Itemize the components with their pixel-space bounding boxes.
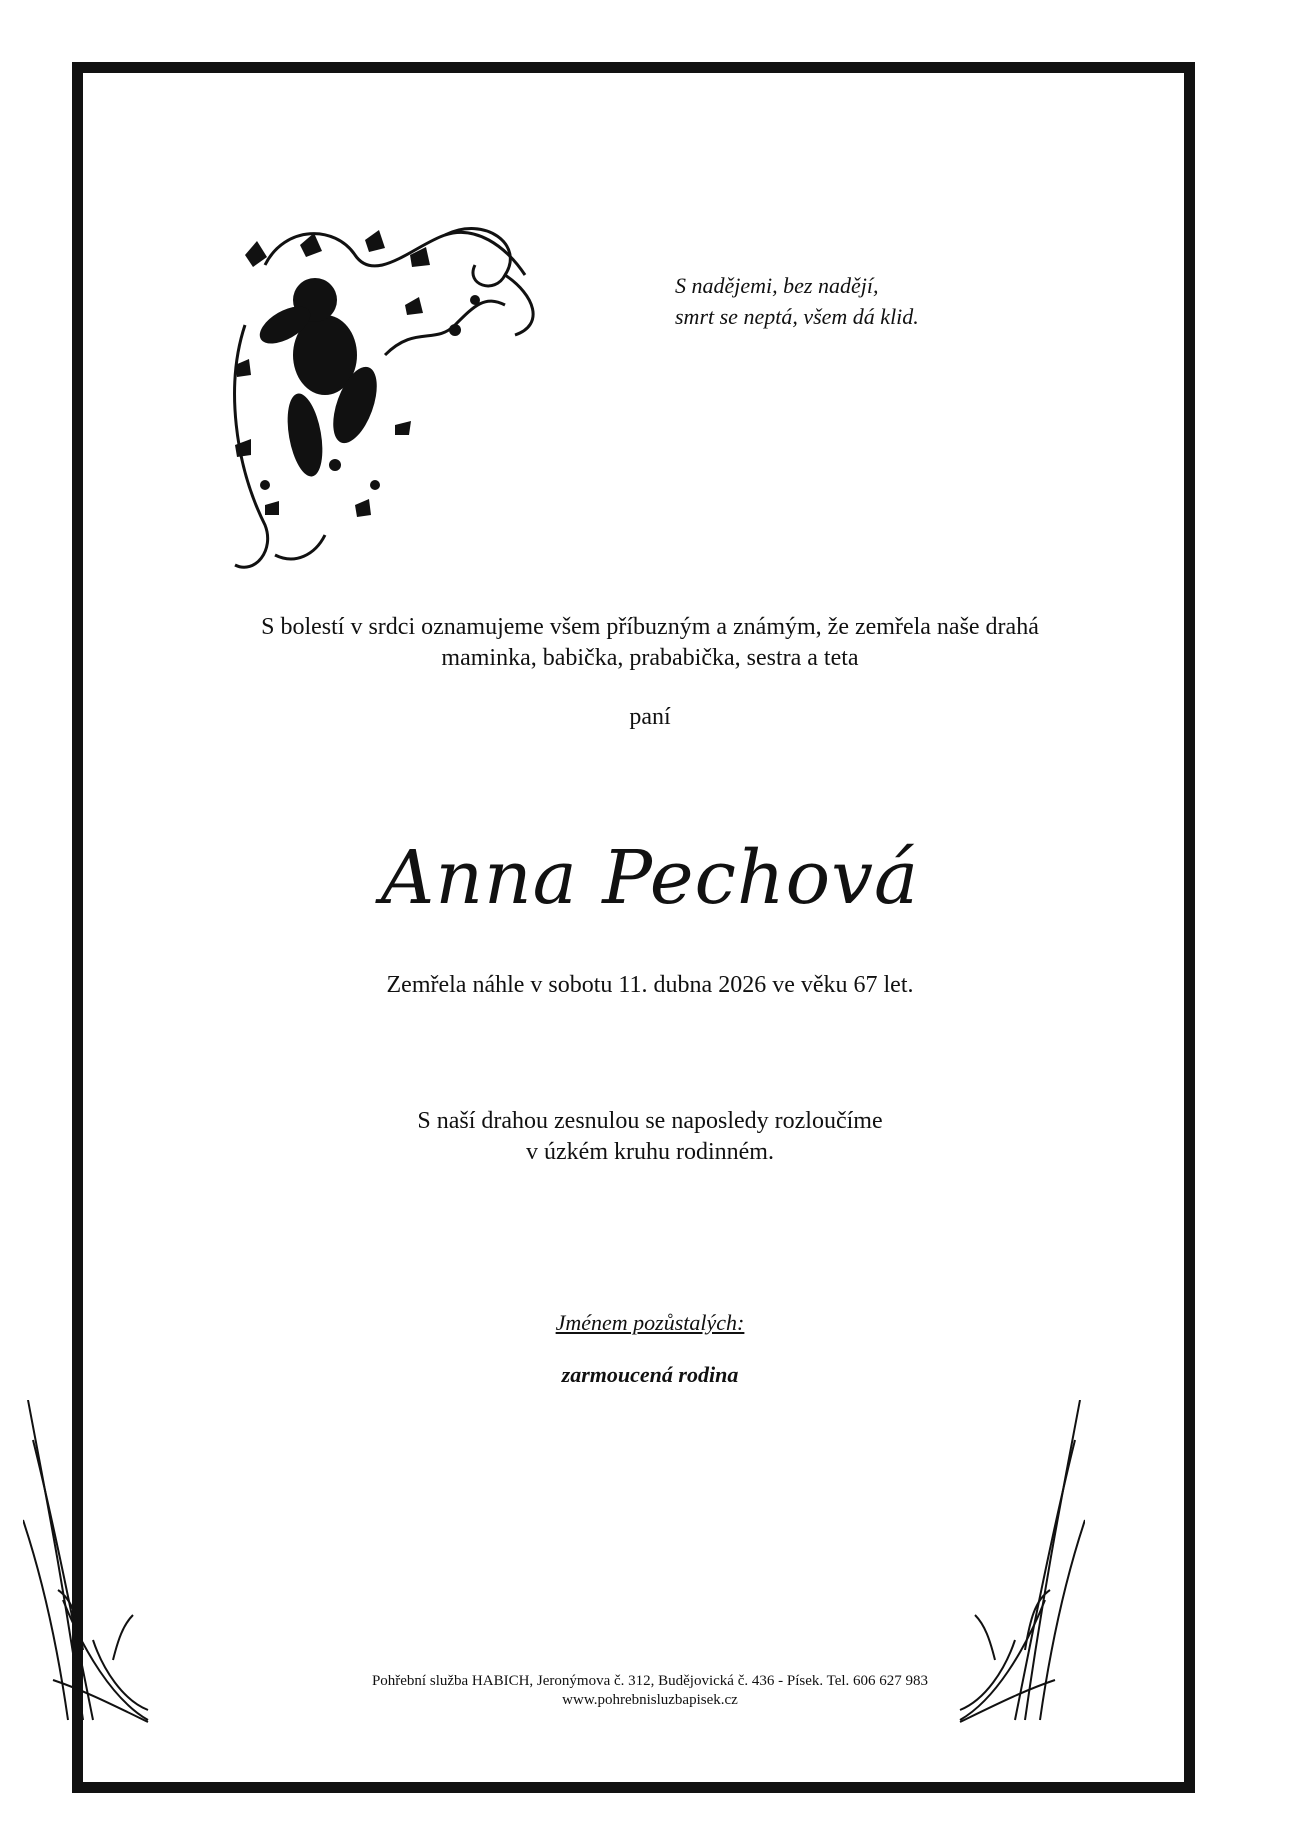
motto-line-2: smrt se neptá, všem dá klid. <box>675 304 919 329</box>
announcement-line-1: S bolestí v srdci oznamujeme všem příbuzným a známým, že zemřela naše drahá <box>261 614 1039 640</box>
announcement <box>0 612 1300 674</box>
deceased-name: Anna Pechová <box>380 835 920 921</box>
motto-verse <box>675 270 1035 332</box>
motto-line-1: S nadějemi, bez nadějí, <box>675 273 879 298</box>
announcement-line-2: maminka, babička, prababička, sestra a teta <box>441 645 859 671</box>
death-info: Zemřela náhle v sobotu 11. dubna 2026 ve věku 67 let. <box>386 972 914 998</box>
farewell-line-1: S naší drahou zesnulou se naposledy rozloučíme <box>417 1108 883 1134</box>
cherub-ornament-icon <box>205 205 565 590</box>
footer-address: Pohřební služba HABICH, Jeronýmova č. 312, Budějovická č. 436 - Písek. Tel. 606 627 983 <box>371 1673 929 1689</box>
signature: zarmoucená rodina <box>561 1362 739 1387</box>
on-behalf-label: Jménem pozůstalých: <box>555 1310 745 1335</box>
footer-website: www.pohrebnisluzbapisek.cz <box>562 1692 738 1708</box>
title-word: paní <box>629 704 671 730</box>
farewell-line-2: v úzkém kruhu rodinném. <box>526 1139 774 1165</box>
farewell-text <box>0 1106 1300 1168</box>
footer <box>0 1672 1300 1710</box>
